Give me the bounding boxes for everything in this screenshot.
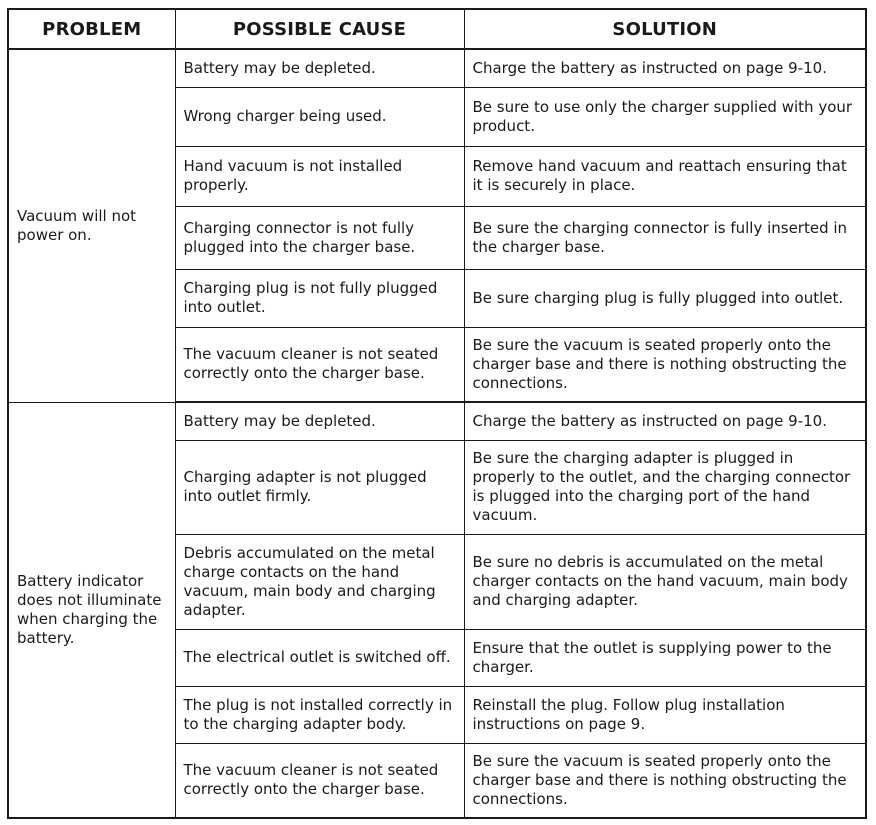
problem-cell: Vacuum will not power on. (8, 49, 175, 402)
header-possible-cause: POSSIBLE CAUSE (175, 9, 464, 49)
cause-cell: Wrong charger being used. (175, 87, 464, 146)
table-row (8, 49, 866, 87)
solution-cell: Charge the battery as instructed on page 9-10. (464, 402, 866, 440)
cause-cell: Charging plug is not fully plugged into outlet. (175, 269, 464, 327)
cause-cell: The electrical outlet is switched off. (175, 629, 464, 686)
cause-cell: Charging connector is not fully plugged into the charger base. (175, 206, 464, 269)
header-solution: SOLUTION (464, 9, 866, 49)
header-row (8, 9, 866, 49)
solution-cell: Charge the battery as instructed on page 9-10. (464, 49, 866, 87)
solution-cell: Be sure the charging adapter is plugged in properly to the outlet, and the charging connector is plugged into the charging port of the hand vacuum. (464, 440, 866, 534)
cause-cell: Hand vacuum is not installed properly. (175, 146, 464, 206)
cause-cell: Debris accumulated on the metal charge contacts on the hand vacuum, main body and charging adapter. (175, 534, 464, 629)
solution-cell: Be sure to use only the charger supplied with your product. (464, 87, 866, 146)
header-problem: PROBLEM (8, 9, 175, 49)
solution-cell: Be sure the vacuum is seated properly onto the charger base and there is nothing obstructing the connections. (464, 743, 866, 818)
solution-cell: Reinstall the plug. Follow plug installation instructions on page 9. (464, 686, 866, 743)
solution-cell: Be sure no debris is accumulated on the metal charger contacts on the hand vacuum, main body and charging adapter. (464, 534, 866, 629)
cause-cell: The vacuum cleaner is not seated correctly onto the charger base. (175, 327, 464, 402)
troubleshooting-table (7, 8, 867, 819)
cause-cell: The plug is not installed correctly in to the charging adapter body. (175, 686, 464, 743)
solution-cell: Be sure charging plug is fully plugged into outlet. (464, 269, 866, 327)
table-row (8, 402, 866, 440)
solution-cell: Ensure that the outlet is supplying power to the charger. (464, 629, 866, 686)
troubleshooting-table-container (7, 8, 865, 819)
cause-cell: Battery may be depleted. (175, 49, 464, 87)
solution-cell: Remove hand vacuum and reattach ensuring that it is securely in place. (464, 146, 866, 206)
solution-cell: Be sure the vacuum is seated properly onto the charger base and there is nothing obstructing the connections. (464, 327, 866, 402)
solution-cell: Be sure the charging connector is fully inserted in the charger base. (464, 206, 866, 269)
cause-cell: Charging adapter is not plugged into outlet firmly. (175, 440, 464, 534)
cause-cell: The vacuum cleaner is not seated correctly onto the charger base. (175, 743, 464, 818)
cause-cell: Battery may be depleted. (175, 402, 464, 440)
problem-cell: Battery indicator does not illuminate when charging the battery. (8, 402, 175, 818)
